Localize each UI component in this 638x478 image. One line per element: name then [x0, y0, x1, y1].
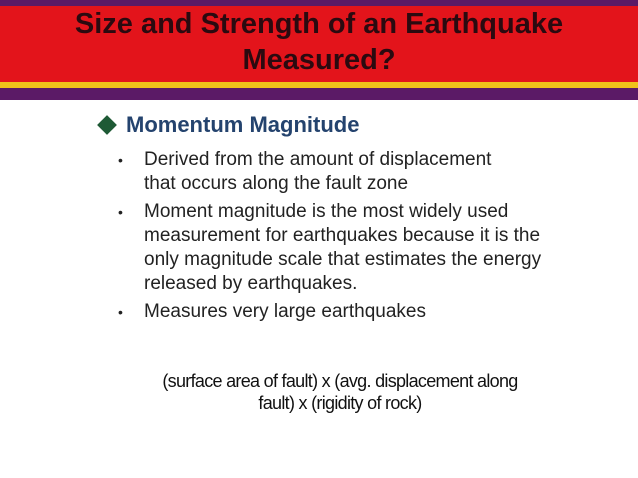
list-item-line: Derived from the amount of displacement	[144, 149, 492, 170]
list-item	[118, 148, 598, 196]
bullet-dot-icon: •	[118, 204, 123, 220]
diamond-icon	[97, 115, 117, 135]
slide-title-line-2: Measured?	[242, 44, 396, 76]
list-item	[118, 200, 598, 296]
list-item-line: Measures very large earthquakes	[144, 301, 426, 322]
bullet-dot-icon: •	[118, 304, 123, 320]
formula	[120, 370, 560, 414]
list-item	[118, 300, 598, 324]
list-item-line: that occurs along the fault zone	[144, 173, 409, 194]
list-item-text	[144, 148, 598, 196]
list-item-text	[144, 300, 598, 324]
section-heading-text: Momentum Magnitude	[126, 112, 360, 137]
list-item-line: measurement for earthquakes because it is the	[144, 225, 541, 246]
banner-purple-stripe	[0, 88, 638, 100]
bullet-dot-icon: •	[118, 152, 123, 168]
formula-line-1: (surface area of fault) x (avg. displacement along	[162, 371, 518, 391]
list-item-line: released by earthquakes.	[144, 273, 358, 294]
slide-title-line-1: Size and Strength of an Earthquake	[74, 8, 564, 40]
list-item-line: only magnitude scale that estimates the energy	[144, 249, 542, 270]
list-item-text	[144, 200, 598, 296]
bullet-list	[118, 148, 598, 328]
list-item-line: Moment magnitude is the most widely used	[144, 201, 509, 222]
formula-line-2: fault) x (rigidity of rock)	[258, 393, 422, 413]
section-heading	[100, 112, 359, 138]
slide-title	[0, 6, 638, 78]
